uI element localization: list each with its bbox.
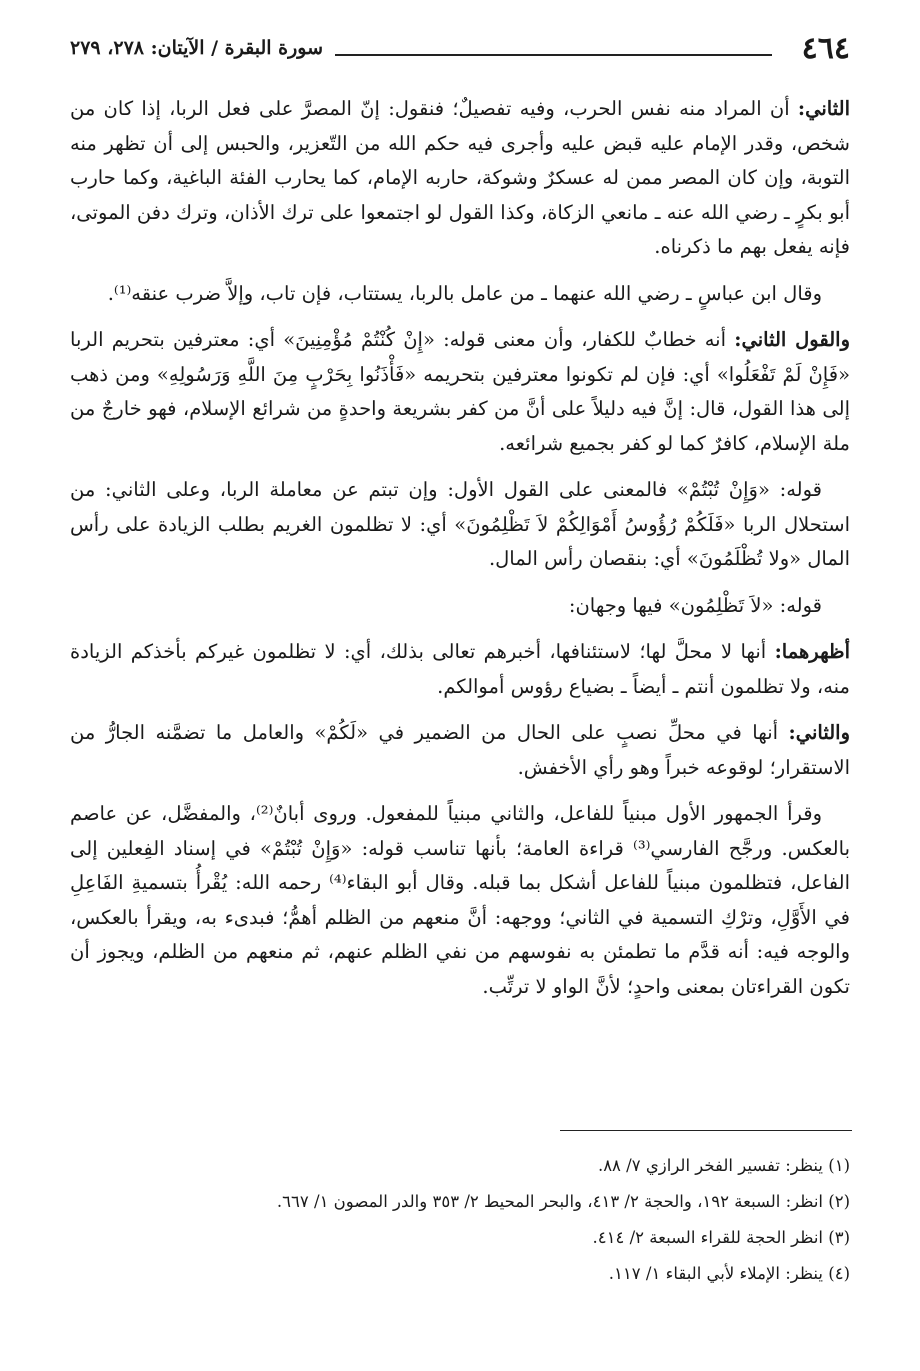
footnote: (٤) ينظر: الإملاء لأبي البقاء ١/ ١١٧.	[608, 1264, 850, 1283]
paragraph	[70, 589, 850, 624]
footnote: (٣) انظر الحجة للقراء السبعة ٢/ ٤١٤.	[592, 1228, 850, 1247]
paragraph	[70, 277, 850, 312]
paragraph-text: أن المراد منه نفس الحرب، وفيه تفصيلٌ؛ فنقول: إنّ المصرَّ على فعل الربا، إذا كان من شخص، وقدر الإمام عليه قبض عليه وأجرى فيه حكم الله من التّعزير، والحبس إلى أن تظهر منه التوبة، وإن كان المصر ممن له عسكرٌ وشوكة، حاربه الإمام، كما يحارب الفئة الباغية، وكما حارب أبو بكرٍ ـ رضي الله عنه ـ مانعي الزكاة، وكذا القول لو اجتمعوا على ترك الأذان، وترك دفن الموتى، فإنه يفعل بهم ما ذكرناه.	[70, 97, 850, 258]
paragraph	[70, 635, 850, 704]
paragraph	[70, 323, 850, 461]
running-head: سورة البقرة / الآيتان: ٢٧٨، ٢٧٩	[70, 37, 324, 59]
paragraph-lead: الثاني:	[797, 97, 850, 120]
footnote: (٢) انظر: السبعة ١٩٢، والحجة ٢/ ٤١٣، والبحر المحيط ٢/ ٣٥٣ والدر المصون ١/ ٦٦٧.	[276, 1192, 850, 1211]
paragraph-text: أنها لا محلَّ لها؛ لاستئنافها، أخبرهم تعالى بذلك، أي: لا تظلمون غيركم بأخذكم الزيادة منه، ولا تظلمون أنتم ـ أيضاً ـ بضياع رؤوس أموالكم.	[70, 640, 850, 698]
paragraph-text: وقرأ الجمهور الأول مبنياً للفاعل، والثاني مبنياً للمفعول. وروى أبانٌ⁽²⁾، والمفضَّل، عن عاصم بالعكس. ورجَّح الفارسي⁽³⁾ قراءة العامة؛ بأنها تناسب قوله: «وَإِنْ تُبْتُمْ» في إسناد الفِعلين إلى الفاعل، فتظلمون مبنياً للفاعل أشكل بما قبله. وقال أبو البقاء⁽⁴⁾ رحمه الله: يُقْرأُ بتسميةِ الفَاعِلِ في الأَوَّلِ، وترْكِ التسمية في الثاني؛ ووجهه: أنَّ منعهم من الظلم أهمُّ؛ فبدىء به، ويقرأ بالعكس، والوجه فيه: أنه قدَّم ما تطمئن به نفوسهم من نفي الظلم عنهم، ثم منعهم من الظلم، ويجوز أن تكون القراءتان بمعنى واحدٍ؛ لأنَّ الواو لا ترتِّب.	[70, 802, 851, 998]
paragraph	[70, 716, 850, 785]
paragraph-lead: والقول الثاني:	[734, 328, 851, 351]
page-header	[70, 28, 850, 68]
footnotes	[70, 1148, 850, 1292]
paragraph	[70, 473, 850, 577]
paragraph-text: وقال ابن عباسٍ ـ رضي الله عنهما ـ من عامل بالربا، يستتاب، فإن تاب، وإلاَّ ضرب عنقه⁽¹⁾.	[107, 281, 822, 305]
paragraph-text: قوله: «لاَ تَظْلِمُون» فيها وجهان:	[568, 593, 822, 617]
paragraph-text: قوله: «وَإِنْ تُبْتُمْ» فالمعنى على القول الأول: وإن تبتم عن معاملة الربا، وعلى الثاني: من استحلال الربا «فَلَكُمْ رُؤُوسُ أَمْوَالِكُمْ لاَ تَظْلِمُونَ» أي: لا تظلمون الغريم بطلب الزيادة على رأس المال «ولا تُظْلَمُونَ» أي: بنقصان رأس المال.	[70, 478, 850, 570]
footnote: (١) ينظر: تفسير الفخر الرازي ٧/ ٨٨.	[597, 1156, 850, 1175]
paragraph-lead: والثاني:	[788, 721, 850, 744]
paragraph-text: أنها في محلِّ نصبٍ على الحال من الضمير في «لَكُمْ» والعامل ما تضمَّنه الجارُّ من الاستقرار؛ لوقوعه خبراً وهو رأي الأخفش.	[70, 721, 850, 779]
paragraph-lead: أظهرهما:	[774, 640, 850, 663]
paragraph	[70, 92, 850, 265]
main-text	[70, 92, 850, 1016]
header-rule	[335, 54, 772, 56]
page-number: ٤٦٤	[801, 30, 850, 66]
paragraph	[70, 797, 850, 1004]
paragraph-text: أنه خطابٌ للكفار، وأن معنى قوله: «إِنْ كُنْتُمْ مُؤْمِنِينَ» أي: معترفين بتحريم الربا «فَإِنْ لَمْ تَفْعَلُوا» أي: فإن لم تكونوا معترفين بتحريمه «فَأْذَنُوا بِحَرْبٍ مِنَ اللَّهِ وَرَسُولِهِ» ومن ذهب إلى هذا القول، قال: إنَّ فيه دليلاً على أنَّ من كفر بشريعة واحدةٍ من شرائع الإسلام، فهو خارجٌ من ملة الإسلام، كافرٌ كما لو كفر بجميع شرائعه.	[70, 328, 850, 455]
footnote-divider	[560, 1130, 852, 1131]
